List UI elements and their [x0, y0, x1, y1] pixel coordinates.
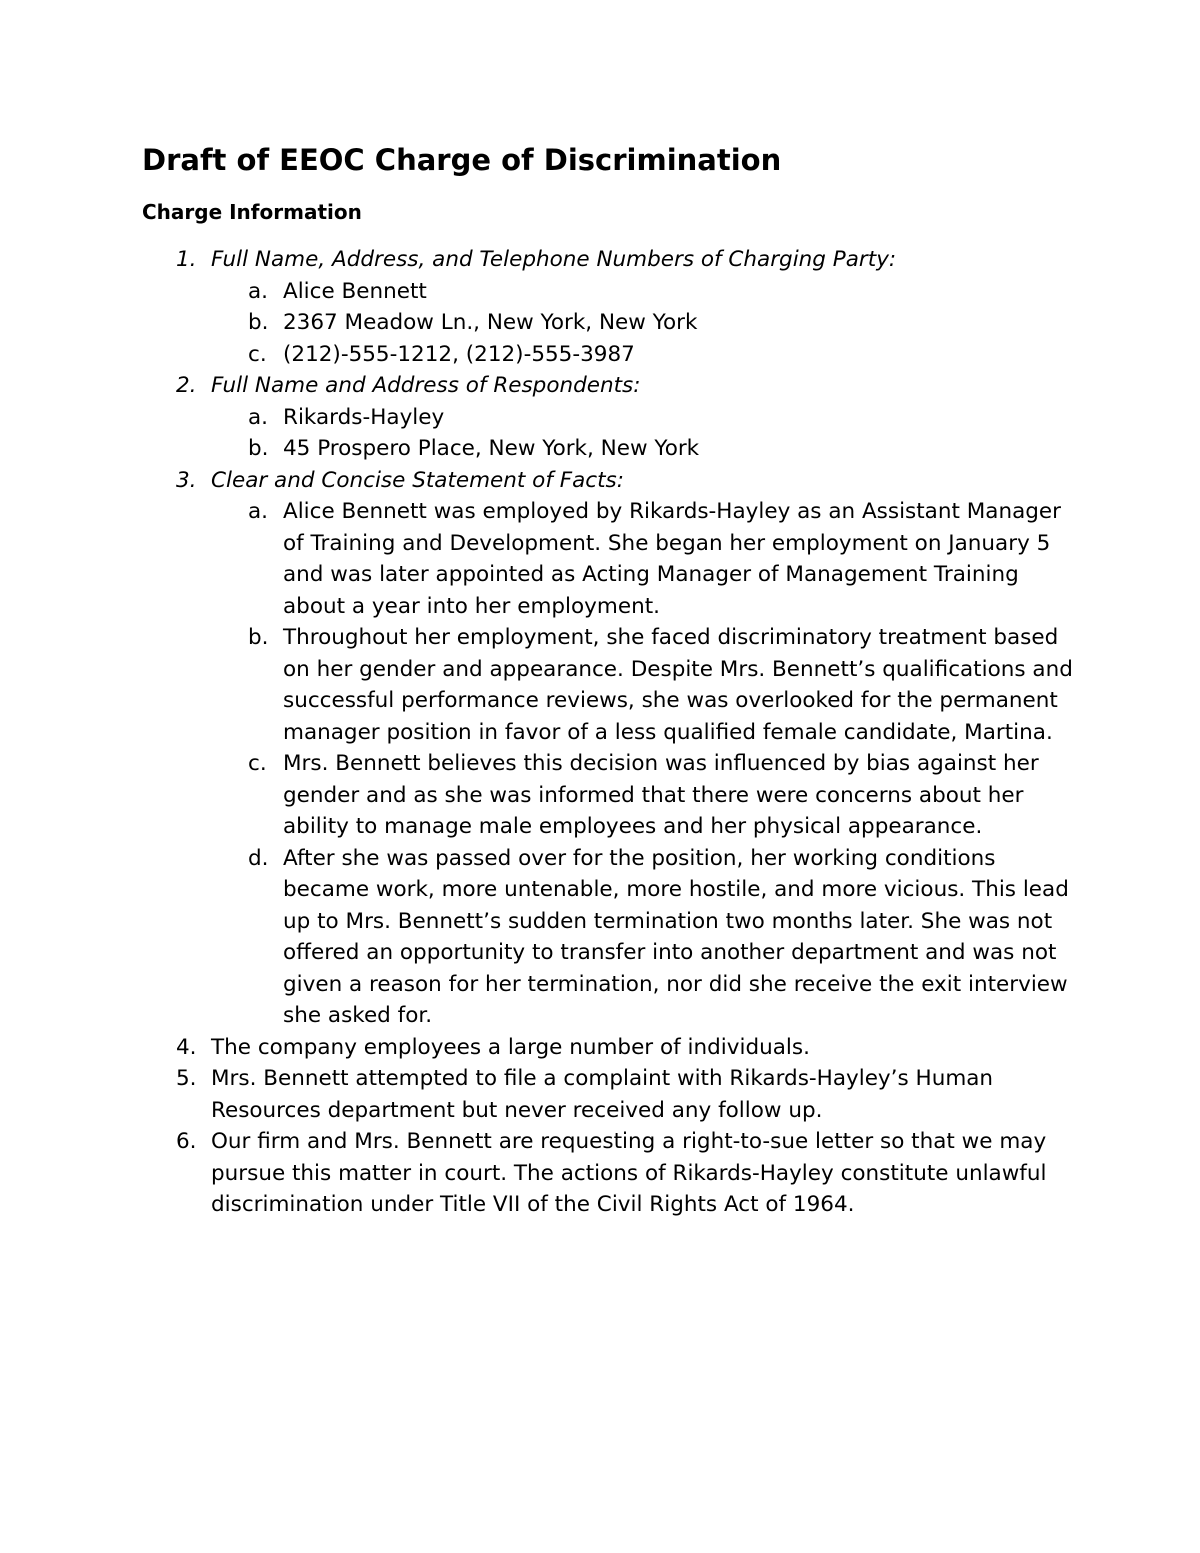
list-item-5: [0, 1063, 1200, 1126]
section-heading: Charge Information: [142, 200, 362, 224]
charge-list: [0, 244, 1200, 1221]
sub-item-letter: b.: [248, 436, 269, 461]
list-number: 3.: [176, 467, 197, 493]
sub-item-letter: a.: [248, 499, 269, 524]
sub-item-letter: a.: [248, 278, 269, 304]
list-item-2: [0, 370, 1200, 402]
sub-item-letter: b.: [248, 310, 269, 335]
charging-party-phone: (212)-555-1212, (212)-555-3987: [283, 341, 635, 367]
sub-item-letter: a.: [248, 404, 269, 430]
charging-party-name: Alice Bennett: [283, 278, 427, 304]
list-number: 1.: [176, 247, 197, 272]
list-item-3: [0, 465, 1200, 497]
list-item-text: Our firm and Mrs. Bennett are requesting a right-to-sue letter so that we may pursue this matter in court. The actions of Rikards-Hayley constitute unlawful discrimination under Title VII of the Civil Rights Act of 1964.: [211, 1129, 1047, 1217]
sub-item-2b: [0, 433, 1200, 465]
respondent-address: 45 Prospero Place, New York, New York: [283, 436, 700, 461]
list-number: 5.: [176, 1066, 197, 1091]
list-item-4: [0, 1032, 1200, 1064]
list-item-text: The company employees a large number of individuals.: [211, 1034, 810, 1060]
fact-paragraph: After she was passed over for the position, her working conditions became work, more untenable, more hostile, and more vicious. This lead up to Mrs. Bennett’s sudden termination two months later. She was not offered an opportunity to transfer into another department and was not given a reason for her termination, nor did she receive the exit interview she asked for.: [283, 845, 1069, 1028]
sub-item-3a: [0, 496, 1200, 622]
list-item-6: [0, 1126, 1200, 1221]
fact-paragraph: Throughout her employment, she faced discriminatory treatment based on her gender and appearance. Despite Mrs. Bennett’s qualifications and successful performance reviews, she was overlooked for the permanent manager position in favor of a less qualified female candidate, Martina.: [283, 625, 1073, 745]
fact-paragraph: Mrs. Bennett believes this decision was influenced by bias against her gender and as she was informed that there were concerns about her ability to manage male employees and her physical appearance.: [283, 751, 1039, 839]
sub-item-1a: [0, 276, 1200, 308]
fact-paragraph: Alice Bennett was employed by Rikards-Hayley as an Assistant Manager of Training and Development. She began her employment on January 5 and was later appointed as Acting Manager of Management Training about a year into her employment.: [283, 499, 1061, 619]
sub-item-1b: [0, 307, 1200, 339]
list-item-1: [0, 244, 1200, 276]
sub-item-1c: [0, 339, 1200, 371]
sub-item-3b: [0, 622, 1200, 748]
sub-item-3c: [0, 748, 1200, 843]
sub-item-letter: d.: [248, 845, 269, 871]
sub-item-2a: [0, 402, 1200, 434]
list-item-text: Clear and Concise Statement of Facts:: [211, 467, 624, 493]
sub-item-letter: c.: [248, 751, 267, 776]
sub-item-letter: b.: [248, 625, 269, 650]
list-item-text: Mrs. Bennett attempted to file a complaint with Rikards-Hayley’s Human Resources department but never received any follow up.: [211, 1066, 994, 1123]
list-item-text: Full Name, Address, and Telephone Numbers of Charging Party:: [211, 247, 897, 272]
list-item-text: Full Name and Address of Respondents:: [211, 373, 641, 398]
document-title: Draft of EEOC Charge of Discrimination: [142, 143, 782, 177]
list-number: 6.: [176, 1129, 197, 1154]
sub-item-3d: [0, 843, 1200, 1032]
charging-party-address: 2367 Meadow Ln., New York, New York: [283, 310, 698, 335]
list-number: 2.: [176, 373, 197, 398]
respondent-name: Rikards-Hayley: [283, 404, 445, 430]
list-number: 4.: [176, 1034, 197, 1060]
sub-item-letter: c.: [248, 341, 267, 367]
